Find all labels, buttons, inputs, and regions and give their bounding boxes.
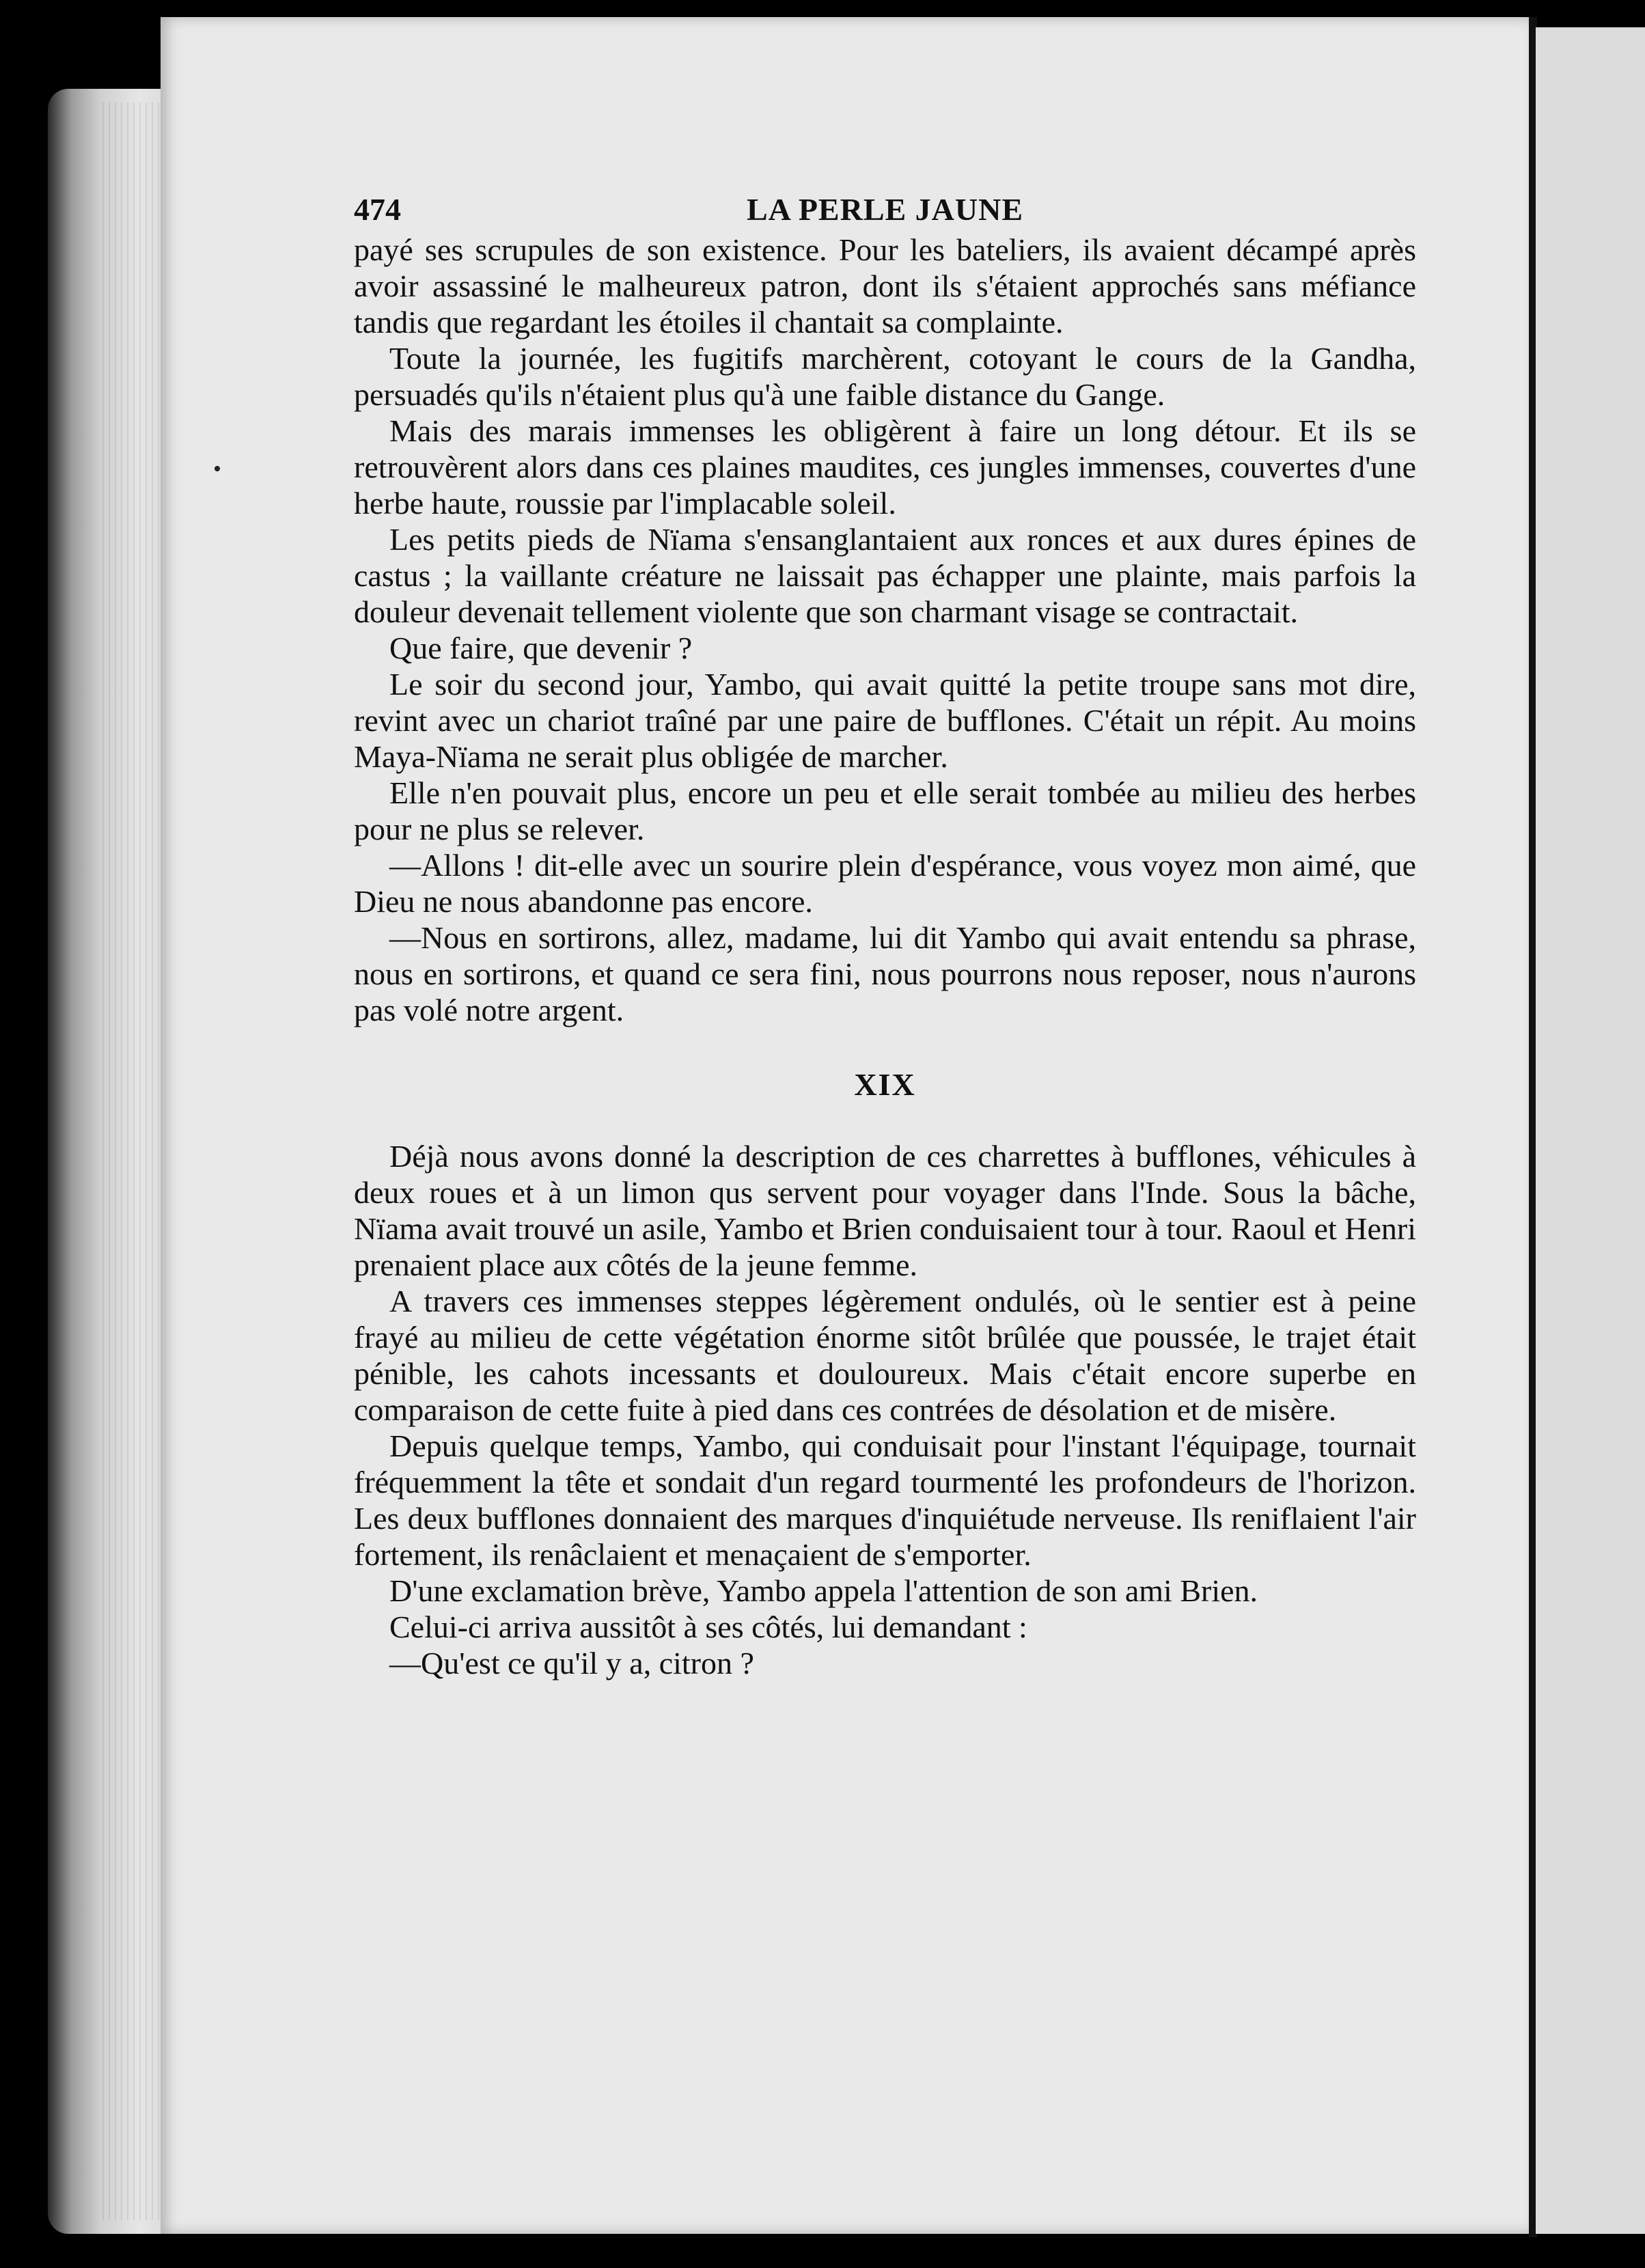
paragraph: Que faire, que devenir ? xyxy=(389,631,693,665)
paragraph: Déjà nous avons donné la description de ces charrettes à bufflones, véhicules à deux roues et à un limon qus servent pour voyager dans l'Inde. Sous la bâche, Nïama avait trouvé un asile, Yambo et Brien conduisaient tour à tour. Raoul et Henri prenaient place aux côtés de la jeune femme. xyxy=(354,1139,1416,1282)
page-header xyxy=(354,191,1416,227)
paragraph: Le soir du second jour, Yambo, qui avait quitté la petite troupe sans mot dire, revint avec un chariot traîné par une paire de bufflones. C'était un répit. Au moins Maya-Nïama ne serait plus obligée de marcher. xyxy=(354,667,1416,774)
paragraph: Celui-ci arriva aussitôt à ses côtés, lui demandant : xyxy=(389,1609,1027,1644)
paragraph: Depuis quelque temps, Yambo, qui conduisait pour l'instant l'équipage, tournait fréquemment la tête et sondait d'un regard tourmenté les profondeurs de l'horizon. Les deux bufflones donnaient des marques d'inquiétude nerveuse. Ils reniflaient l'air fortement, ils renâclaient et menaçaient de s'emporter. xyxy=(354,1428,1416,1572)
running-head: LA PERLE JAUNE xyxy=(746,192,1024,227)
paragraph: Elle n'en pouvait plus, encore un peu et elle serait tombée au milieu des herbes pour ne plus se relever. xyxy=(354,775,1416,846)
paragraph: A travers ces immenses steppes légèrement ondulés, où le sentier est à peine frayé au milieu de cette végétation énorme sitôt brûlée que poussée, le trajet était pénible, les cahots incessants et douloureux. Mais c'était encore superbe en comparaison de cette fuite à pied dans ces contrées de désolation et de misère. xyxy=(354,1284,1416,1427)
facing-page xyxy=(1536,27,1645,2234)
text-after-chapter xyxy=(354,1138,1416,1681)
paragraph: Toute la journée, les fugitifs marchèrent, cotoyant le cours de la Gandha, persuadés qu'ils n'étaient plus qu'à une faible distance du Gange. xyxy=(354,341,1416,412)
paragraph: Les petits pieds de Nïama s'ensanglantaient aux ronces et aux dures épines de castus ; la vaillante créature ne laissait pas échapper une plainte, mais parfois la douleur devenait tellement violente que son charmant visage se contractait. xyxy=(354,522,1416,629)
ink-speck xyxy=(215,466,220,471)
text-before-chapter xyxy=(354,232,1416,1028)
paragraph: —Qu'est ce qu'il y a, citron ? xyxy=(389,1646,754,1681)
paragraph: —Allons ! dit-elle avec un sourire plein d'espérance, vous voyez mon aimé, que Dieu ne nous abandonne pas encore. xyxy=(354,848,1416,919)
paragraph: D'une exclamation brève, Yambo appela l'attention de son ami Brien. xyxy=(389,1573,1258,1608)
paragraph: —Nous en sortirons, allez, madame, lui dit Yambo qui avait entendu sa phrase, nous en sortirons, et quand ce sera fini, nous pourrons nous reposer, nous n'aurons pas volé notre argent. xyxy=(354,920,1416,1027)
chapter-heading: XIX xyxy=(854,1067,916,1102)
paragraph: payé ses scrupules de son existence. Pour les bateliers, ils avaient décampé après avoir assassiné le malheureux patron, dont ils s'étaient approchés sans méfiance tandis que regardant les étoiles il chantait sa complainte. xyxy=(354,232,1416,340)
page-text xyxy=(354,191,1416,1681)
paragraph: Mais des marais immenses les obligèrent à faire un long détour. Et ils se retrouvèrent alors dans ces plaines maudites, ces jungles immenses, couvertes d'une herbe haute, roussie par l'implacable soleil. xyxy=(354,413,1416,521)
page-number: 474 xyxy=(354,192,401,227)
